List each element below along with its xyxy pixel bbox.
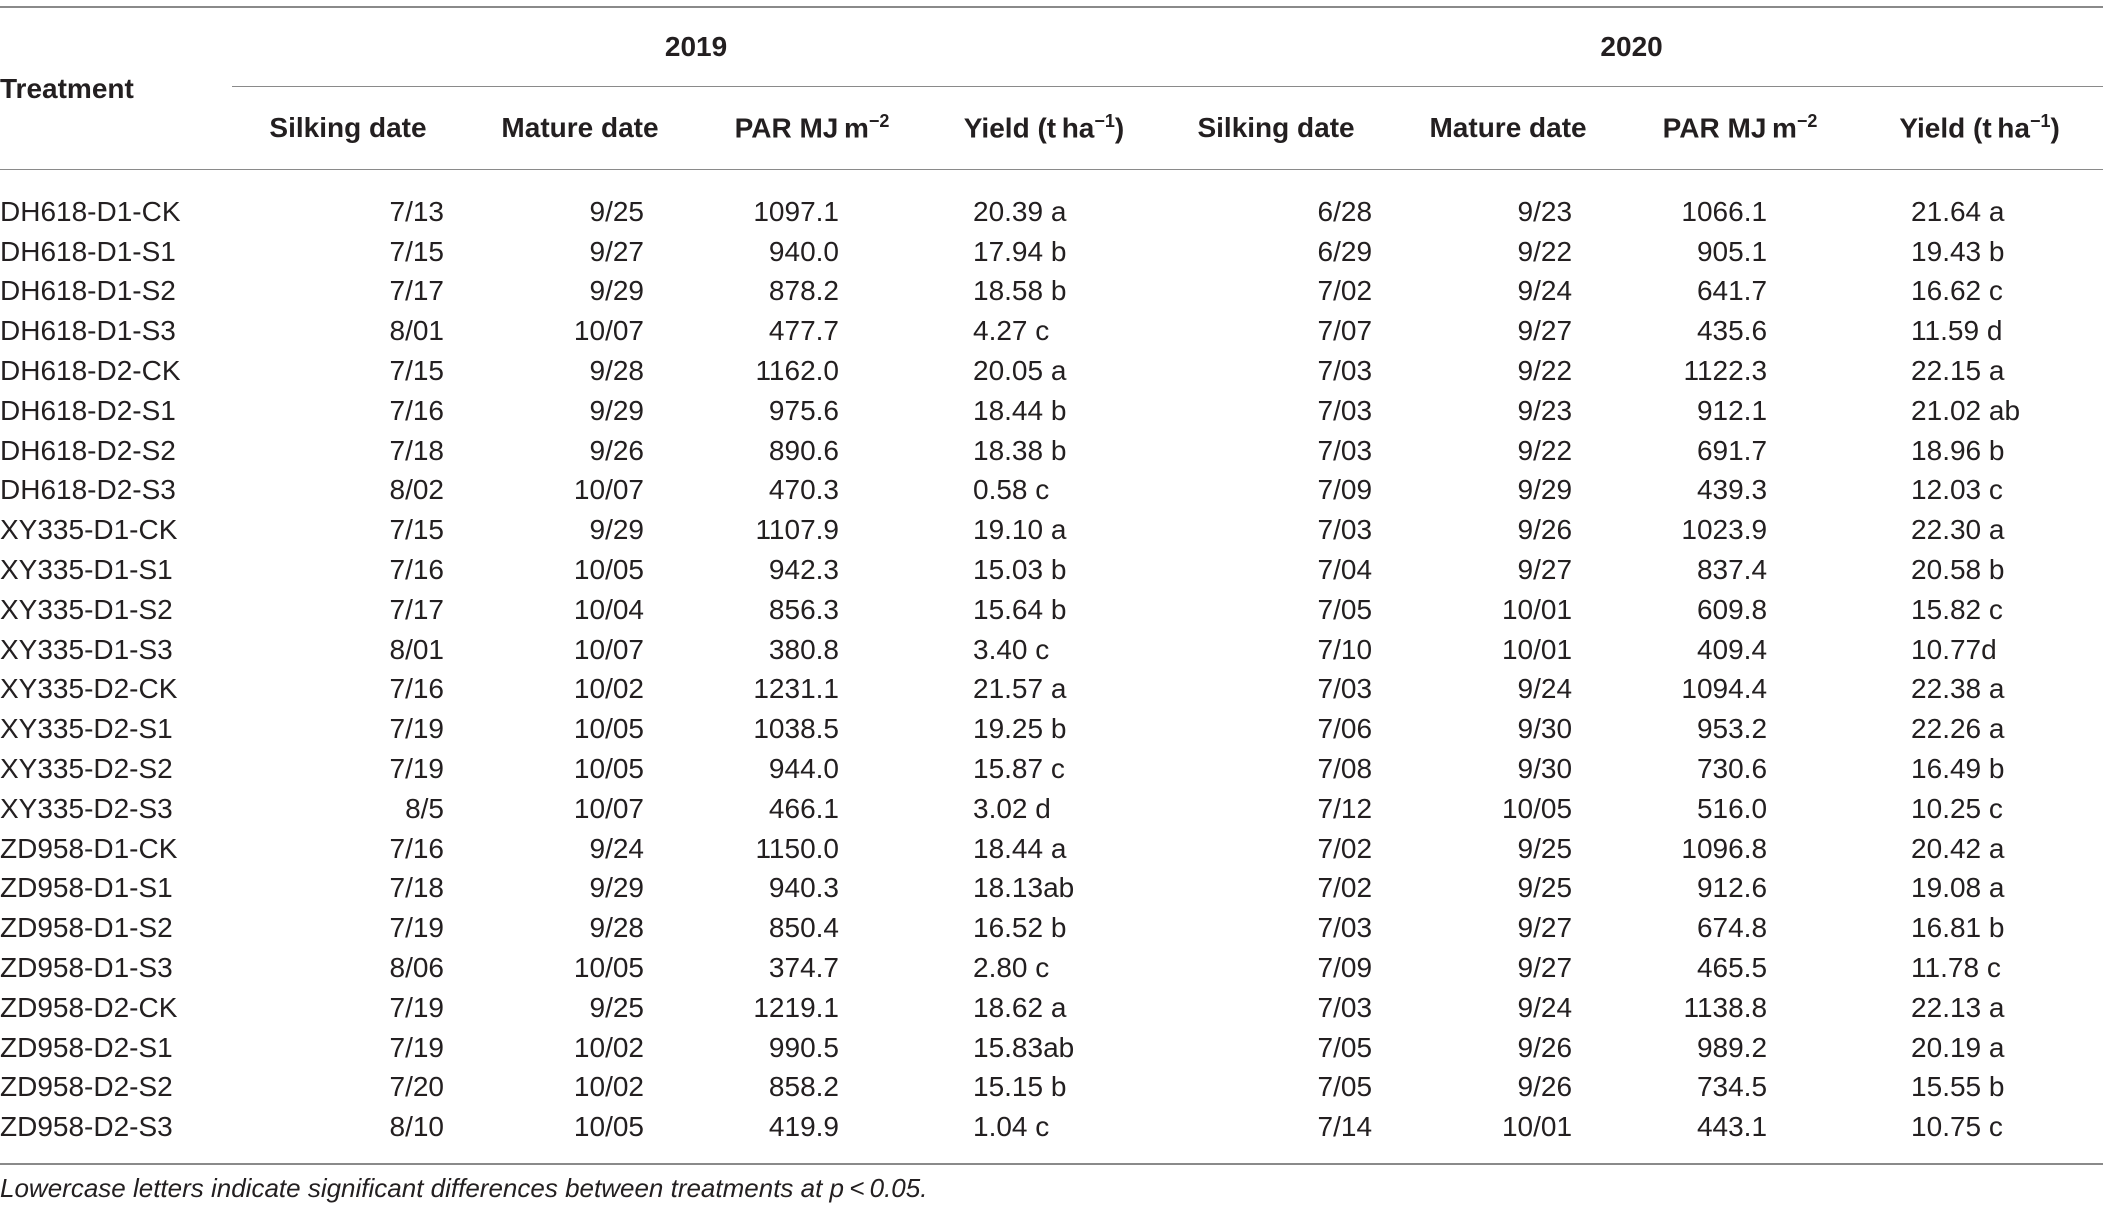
par-cell: 516.0: [1696, 792, 1768, 824]
silking-date-cell: 7/16: [389, 554, 444, 586]
par-cell: 1231.1: [753, 673, 839, 705]
mature-date-cell: 9/27: [1517, 554, 1573, 586]
silking-date-cell: 7/03: [1317, 991, 1373, 1023]
treatment-cell: DH618-D1-CK: [0, 195, 181, 227]
treatment-cell: XY335-D2-S3: [0, 792, 173, 824]
yield-cell: 15.87 c: [973, 753, 1065, 785]
yield-cell: 20.39 a: [973, 195, 1067, 227]
table-row: [0, 1107, 2103, 1164]
par-cell: 466.1: [768, 792, 839, 824]
par-cell: 944.0: [768, 753, 839, 785]
yield-cell: 20.58 b: [1911, 554, 2005, 586]
yield-header-2020: Yield (t $ha^{-1}$): [1856, 87, 2103, 170]
mature-date-cell: 10/05: [464, 1107, 696, 1164]
silking-date-cell: 7/03: [1317, 673, 1373, 705]
par-cell: 1038.5: [753, 713, 839, 745]
par-cell: 674.8: [1696, 912, 1768, 944]
treatment-cell: ZD958-D1-S1: [0, 872, 173, 904]
silking-date-cell: 7/03: [1317, 912, 1373, 944]
mature-date-cell: 9/25: [1517, 872, 1573, 904]
silking-date-cell: 7/16: [389, 832, 444, 864]
mature-date-cell: 10/02: [573, 673, 644, 705]
table-row: [0, 630, 2103, 670]
silking-date-cell: 8/02: [389, 474, 444, 506]
yield-cell: 15.82 c: [1911, 593, 2003, 625]
par-cell: 477.7: [768, 315, 839, 347]
par-cell: 439.3: [1696, 474, 1768, 506]
par-cell: 942.3: [768, 554, 839, 586]
par-cell: 380.8: [768, 633, 839, 665]
yield-cell: 18.38 b: [973, 434, 1067, 466]
treatment-cell: XY335-D2-S2: [0, 753, 173, 785]
silking-date-cell: 7/15: [389, 235, 444, 267]
treatment-cell: DH618-D1-S3: [0, 315, 176, 347]
par-cell: 470.3: [768, 474, 839, 506]
par-cell: 940.3: [768, 872, 839, 904]
yield-cell: 21.57 a: [973, 673, 1067, 705]
table-row: [0, 590, 2103, 630]
yield-cell: 15.15 b: [973, 1071, 1067, 1103]
par-cell: 878.2: [768, 275, 839, 307]
silking-date-cell: 8/5: [405, 792, 444, 824]
mature-date-cell: 9/26: [589, 434, 644, 466]
mature-date-cell: 10/05: [573, 952, 644, 984]
par-cell: 1066.1: [1681, 195, 1768, 227]
yield-cell: 22.13 a: [1911, 991, 2005, 1023]
table-row: [0, 272, 2103, 312]
yield-cell: 3.40 c: [973, 633, 1050, 665]
silking-date-cell: 7/15: [389, 514, 444, 546]
mature-date-cell: 10/05: [573, 713, 644, 745]
yield-cell: 1.04 c: [928, 1107, 1160, 1164]
yield-cell: 22.30 a: [1911, 514, 2005, 546]
par-cell: 609.8: [1696, 593, 1768, 625]
mature-date-cell: 9/22: [1517, 235, 1573, 267]
table-row: [0, 908, 2103, 948]
yield-cell: 17.94 b: [973, 235, 1067, 267]
table-body: [0, 170, 2103, 1165]
table-row: [0, 869, 2103, 909]
silking-date-cell: 7/03: [1317, 434, 1373, 466]
par-cell: 443.1: [1624, 1107, 1856, 1164]
silking-date-cell: 7/16: [389, 673, 444, 705]
par-cell: 1138.8: [1683, 991, 1768, 1023]
mature-date-cell: 9/28: [589, 912, 644, 944]
treatment-cell: DH618-D2-CK: [0, 355, 181, 387]
silking-date-cell: 6/29: [1317, 235, 1373, 267]
par-cell: 419.9: [696, 1107, 928, 1164]
mature-date-cell: 9/29: [589, 514, 644, 546]
par-cell: 1097.1: [753, 195, 839, 227]
treatment-cell: ZD958-D2-CK: [0, 991, 178, 1023]
par-cell: 730.6: [1696, 753, 1768, 785]
mature-date-cell: 9/27: [589, 235, 644, 267]
mature-date-cell: 9/28: [589, 355, 644, 387]
silking-date-cell: 7/14: [1160, 1107, 1392, 1164]
silking-date-cell: 7/19: [389, 753, 444, 785]
silking-date-cell: 7/12: [1317, 792, 1373, 824]
yield-cell: 4.27 c: [973, 315, 1050, 347]
yield-cell: 2.80 c: [973, 952, 1050, 984]
yield-cell: 10.25 c: [1911, 792, 2003, 824]
mature-date-cell: 10/02: [573, 1071, 644, 1103]
treatment-cell: ZD958-D1-S3: [0, 952, 173, 984]
table-row: [0, 170, 2103, 232]
table-footnote: Lowercase letters indicate significant differences between treatments at p < 0.05.: [0, 1173, 928, 1203]
par-cell: 691.7: [1696, 434, 1768, 466]
treatment-cell: DH618-D1-S1: [0, 235, 176, 267]
silking-date-cell: 8/01: [389, 633, 444, 665]
yield-cell: 19.08 a: [1911, 872, 2005, 904]
yield-cell: 22.38 a: [1911, 673, 2005, 705]
table-row: [0, 550, 2103, 590]
mature-date-cell: 10/02: [573, 1031, 644, 1063]
par-cell: 989.2: [1696, 1031, 1768, 1063]
mature-date-cell: 9/26: [1517, 1031, 1573, 1063]
table-row: [0, 1068, 2103, 1108]
par-cell: 990.5: [768, 1031, 839, 1063]
mature-date-cell: 9/25: [589, 195, 644, 227]
treatment-cell: ZD958-D2-S2: [0, 1071, 173, 1103]
mature-date-cell: 10/07: [573, 315, 644, 347]
yield-cell: 22.15 a: [1911, 355, 2005, 387]
yield-cell: 0.58 c: [973, 474, 1050, 506]
treatment-cell: ZD958-D1-CK: [0, 832, 178, 864]
silking-date-cell: 7/06: [1317, 713, 1373, 745]
table-row: [0, 948, 2103, 988]
table-row: [0, 829, 2103, 869]
silking-date-cell: 7/17: [389, 275, 444, 307]
silking-date-cell: 7/18: [389, 434, 444, 466]
yield-cell: 19.43 b: [1911, 235, 2005, 267]
treatment-cell: ZD958-D1-S2: [0, 912, 173, 944]
yield-cell: 21.64 a: [1911, 195, 2005, 227]
table-row: [0, 391, 2103, 431]
table-row: [0, 351, 2103, 391]
treatment-cell: DH618-D2-S3: [0, 474, 176, 506]
par-cell: 1096.8: [1681, 832, 1768, 864]
mature-date-cell: 9/29: [589, 275, 644, 307]
yield-cell: 16.49 b: [1911, 753, 2005, 785]
silking-date-cell: 7/03: [1317, 514, 1373, 546]
silking-date-cell: 7/03: [1317, 394, 1373, 426]
treatment-cell: DH618-D1-S2: [0, 275, 176, 307]
yield-cell: 18.13ab: [973, 872, 1075, 904]
treatment-cell: XY335-D2-S1: [0, 713, 173, 745]
yield-cell: 15.03 b: [973, 554, 1067, 586]
yield-cell: 10.75 c: [1856, 1107, 2103, 1164]
yield-cell: 15.83ab: [973, 1031, 1075, 1063]
treatment-cell: DH618-D2-S1: [0, 394, 176, 426]
mature-date-cell: 10/07: [573, 474, 644, 506]
mature-date-cell: 9/22: [1517, 355, 1573, 387]
par-cell: 1150.0: [755, 832, 839, 864]
mature-date-cell: 10/05: [573, 554, 644, 586]
mature-date-cell: 9/24: [589, 832, 644, 864]
yield-cell: 19.10 a: [973, 514, 1067, 546]
mature-date-cell: 9/22: [1517, 434, 1573, 466]
par-cell: 856.3: [768, 593, 839, 625]
mature-date-cell: 10/07: [573, 633, 644, 665]
yield-cell: 15.55 b: [1911, 1071, 2005, 1103]
mature-date-cell: 9/27: [1517, 912, 1573, 944]
silking-date-header-2019: Silking date: [232, 87, 464, 170]
mature-date-cell: 9/23: [1517, 394, 1573, 426]
yield-cell: 21.02 ab: [1911, 394, 2021, 426]
silking-date-cell: 8/10: [232, 1107, 464, 1164]
par-header-2019: PAR MJ $m^{-2}$: [696, 87, 928, 170]
par-cell: 912.6: [1696, 872, 1768, 904]
silking-date-cell: 7/19: [389, 1031, 444, 1063]
mature-date-cell: 9/27: [1517, 952, 1573, 984]
yield-cell: 18.62 a: [973, 991, 1067, 1023]
mature-date-cell: 10/01: [1392, 1107, 1624, 1164]
silking-date-cell: 7/18: [389, 872, 444, 904]
par-cell: 734.5: [1696, 1071, 1768, 1103]
silking-date-cell: 7/10: [1317, 633, 1373, 665]
mature-date-cell: 10/05: [573, 753, 644, 785]
table-header: [0, 7, 2103, 170]
mature-date-cell: 9/23: [1517, 195, 1573, 227]
year-header-2020: 2020: [1160, 7, 2103, 87]
par-cell: 837.4: [1696, 554, 1768, 586]
silking-date-cell: 7/03: [1317, 355, 1373, 387]
treatment-cell: XY335-D1-S2: [0, 593, 173, 625]
treatment-cell: DH618-D2-S2: [0, 434, 176, 466]
par-cell: 1219.1: [753, 991, 839, 1023]
mature-date-cell: 9/24: [1517, 673, 1573, 705]
par-cell: 1122.3: [1683, 355, 1768, 387]
mature-date-cell: 10/05: [1501, 792, 1573, 824]
yield-cell: 16.62 c: [1911, 275, 2003, 307]
mature-date-cell: 9/27: [1517, 315, 1573, 347]
yield-cell: 20.42 a: [1911, 832, 2005, 864]
yield-cell: 16.81 b: [1911, 912, 2005, 944]
silking-date-cell: 7/02: [1317, 832, 1373, 864]
table-row: [0, 988, 2103, 1028]
treatment-cell: XY335-D2-CK: [0, 673, 178, 705]
table-row: [0, 1028, 2103, 1068]
yield-cell: 20.19 a: [1911, 1031, 2005, 1063]
table-row: [0, 471, 2103, 511]
mature-date-cell: 9/24: [1517, 991, 1573, 1023]
mature-date-cell: 9/26: [1517, 514, 1573, 546]
yield-cell: 18.44 a: [973, 832, 1067, 864]
table-row: [0, 232, 2103, 272]
silking-date-cell: 7/09: [1317, 474, 1373, 506]
silking-date-cell: 7/05: [1317, 593, 1373, 625]
table-row: [0, 670, 2103, 710]
silking-date-cell: 7/05: [1317, 1071, 1373, 1103]
yield-cell: 19.25 b: [973, 713, 1067, 745]
silking-date-cell: 8/06: [389, 952, 444, 984]
silking-date-cell: 7/05: [1317, 1031, 1373, 1063]
par-cell: 435.6: [1696, 315, 1768, 347]
yield-cell: 18.58 b: [973, 275, 1067, 307]
par-cell: 1023.9: [1681, 514, 1768, 546]
mature-date-cell: 9/25: [1517, 832, 1573, 864]
par-cell: 953.2: [1696, 713, 1768, 745]
par-cell: 409.4: [1696, 633, 1768, 665]
yield-cell: 18.44 b: [973, 394, 1067, 426]
silking-date-cell: 7/08: [1317, 753, 1373, 785]
mature-date-cell: 10/01: [1501, 633, 1573, 665]
par-cell: 940.0: [768, 235, 839, 267]
silking-date-cell: 7/09: [1317, 952, 1373, 984]
mature-date-cell: 9/30: [1517, 713, 1573, 745]
yield-cell: 12.03 c: [1911, 474, 2003, 506]
mature-date-cell: 9/24: [1517, 275, 1573, 307]
treatment-cell: XY335-D1-S1: [0, 554, 173, 586]
mature-date-header-2020: Mature date: [1392, 87, 1624, 170]
par-cell: 890.6: [768, 434, 839, 466]
par-cell: 374.7: [768, 952, 839, 984]
treatment-cell: XY335-D1-CK: [0, 514, 178, 546]
par-cell: 850.4: [768, 912, 839, 944]
mature-date-cell: 10/04: [573, 593, 644, 625]
silking-date-cell: 7/19: [389, 912, 444, 944]
silking-date-cell: 7/19: [389, 991, 444, 1023]
mature-date-cell: 9/26: [1517, 1071, 1573, 1103]
mature-date-cell: 9/30: [1517, 753, 1573, 785]
table-row: [0, 510, 2103, 550]
table-row: [0, 789, 2103, 829]
mature-date-cell: 9/29: [1517, 474, 1573, 506]
yield-cell: 11.78 c: [1911, 952, 2001, 984]
par-cell: 1094.4: [1681, 673, 1768, 705]
table-row: [0, 431, 2103, 471]
mature-date-cell: 9/29: [589, 394, 644, 426]
year-header-2019: 2019: [232, 7, 1160, 87]
treatment-cell: ZD958-D2-S1: [0, 1031, 173, 1063]
par-cell: 1162.0: [755, 355, 839, 387]
par-cell: 641.7: [1696, 275, 1768, 307]
mature-date-header-2019: Mature date: [464, 87, 696, 170]
par-cell: 465.5: [1696, 952, 1768, 984]
par-cell: 858.2: [768, 1071, 839, 1103]
par-cell: 975.6: [768, 394, 839, 426]
yield-cell: 15.64 b: [973, 593, 1067, 625]
mature-date-cell: 10/01: [1501, 593, 1573, 625]
silking-date-cell: 7/07: [1317, 315, 1373, 347]
par-cell: 912.1: [1696, 394, 1768, 426]
silking-date-cell: 7/17: [389, 593, 444, 625]
silking-date-header-2020: Silking date: [1160, 87, 1392, 170]
treatment-header: Treatment: [0, 7, 232, 170]
silking-date-cell: 7/16: [389, 394, 444, 426]
par-cell: 905.1: [1696, 235, 1768, 267]
yield-cell: 11.59 d: [1911, 315, 2003, 347]
yield-cell: 18.96 b: [1911, 434, 2005, 466]
silking-date-cell: 7/13: [389, 195, 444, 227]
yield-cell: 3.02 d: [973, 792, 1051, 824]
yield-cell: 16.52 b: [973, 912, 1067, 944]
yield-cell: 22.26 a: [1911, 713, 2005, 745]
treatment-cell: ZD958-D2-S3: [0, 1107, 232, 1164]
yield-cell: 20.05 a: [973, 355, 1067, 387]
silking-date-cell: 7/15: [389, 355, 444, 387]
silking-date-cell: 6/28: [1317, 195, 1373, 227]
silking-date-cell: 7/19: [389, 713, 444, 745]
yield-cell: 10.77d: [1911, 633, 1997, 665]
results-table: [0, 6, 2103, 1165]
treatment-cell: XY335-D1-S3: [0, 633, 173, 665]
silking-date-cell: 7/20: [389, 1071, 444, 1103]
silking-date-cell: 7/02: [1317, 872, 1373, 904]
mature-date-cell: 9/25: [589, 991, 644, 1023]
table-row: [0, 709, 2103, 749]
mature-date-cell: 10/07: [573, 792, 644, 824]
mature-date-cell: 9/29: [589, 872, 644, 904]
subheader-row: [0, 87, 2103, 170]
table-row: [0, 311, 2103, 351]
par-cell: 1107.9: [755, 514, 839, 546]
table-row: [0, 749, 2103, 789]
yield-header-2019: Yield (t $ha^{-1}$): [928, 87, 1160, 170]
silking-date-cell: 7/04: [1317, 554, 1373, 586]
par-header-2020: PAR MJ $m^{-2}$: [1624, 87, 1856, 170]
silking-date-cell: 7/02: [1317, 275, 1373, 307]
silking-date-cell: 8/01: [389, 315, 444, 347]
